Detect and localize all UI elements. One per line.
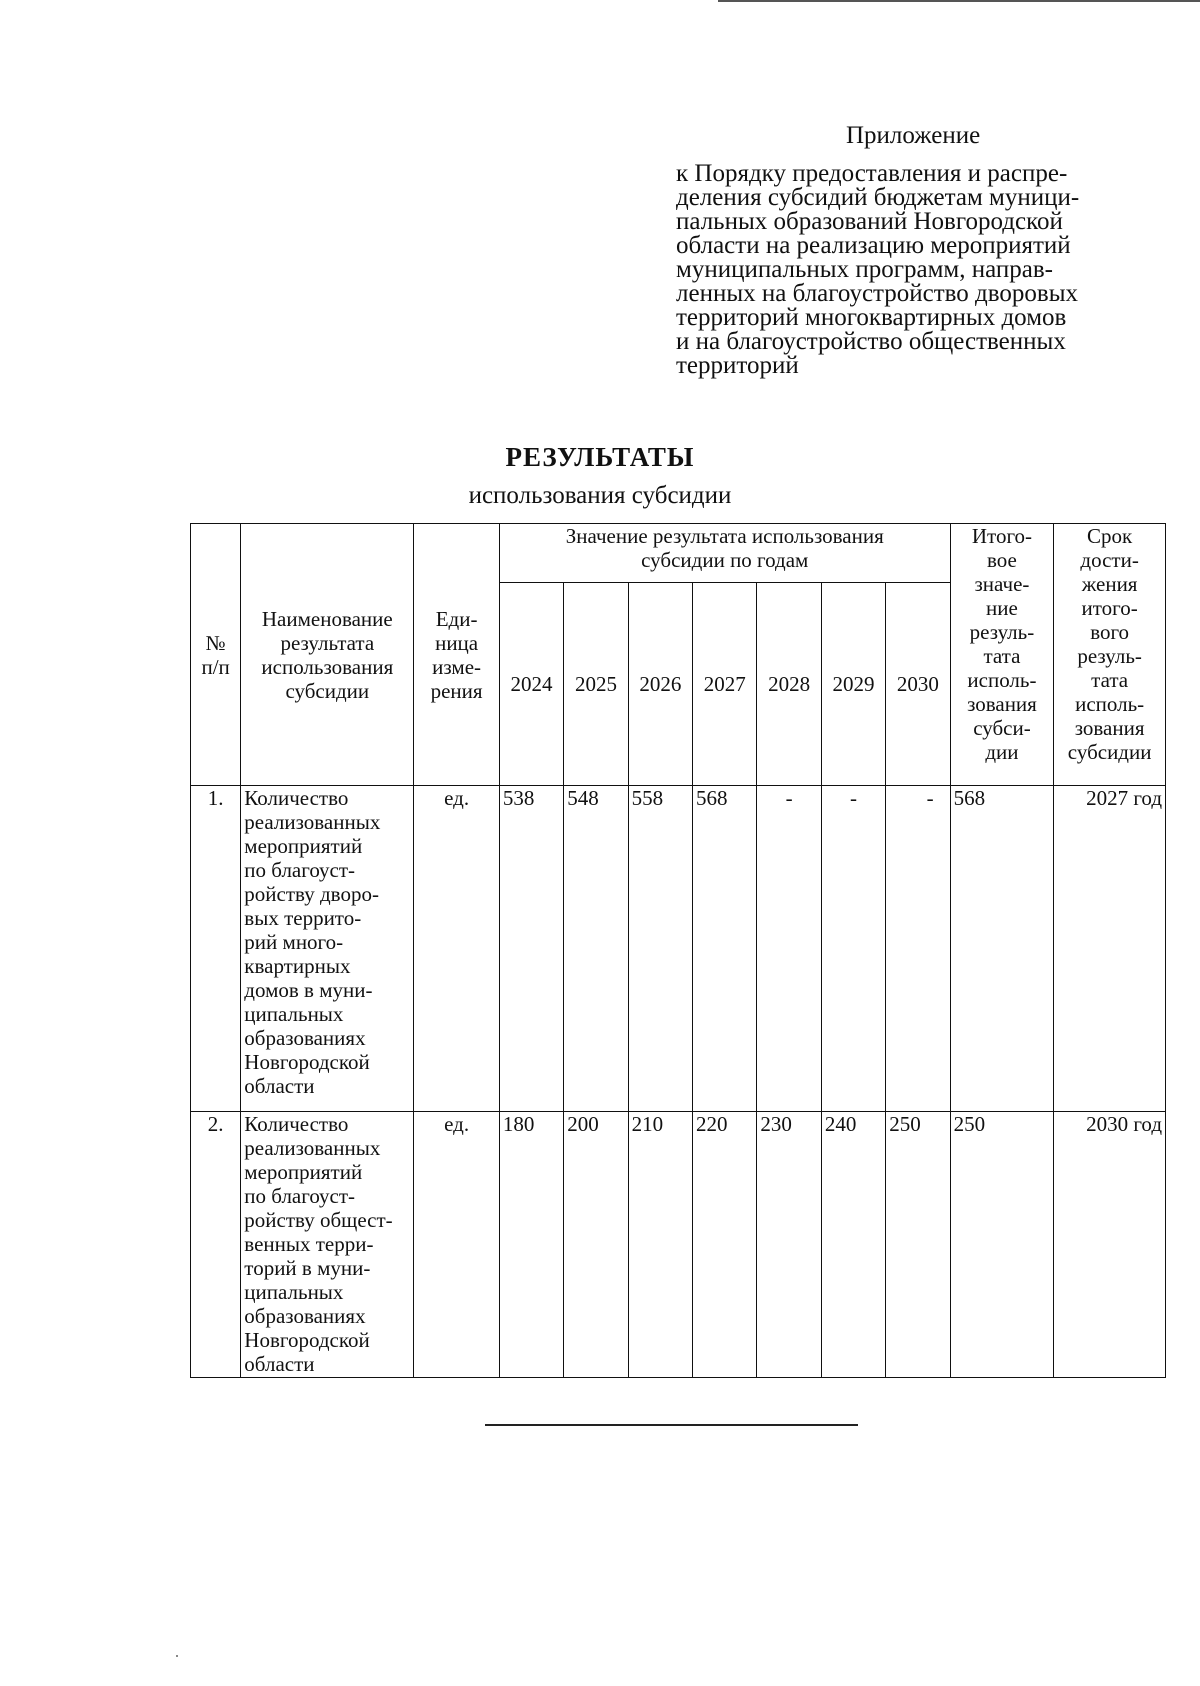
row-value: 568 <box>693 786 757 1112</box>
header-num: № п/п <box>191 524 241 786</box>
header-year: 2026 <box>628 583 692 786</box>
row-value: 538 <box>499 786 563 1112</box>
table-header-row <box>191 524 1166 583</box>
row-total: 568 <box>950 786 1054 1112</box>
row-value: 558 <box>628 786 692 1112</box>
header-year: 2028 <box>757 583 821 786</box>
appendix-title: Приложение <box>846 122 981 149</box>
header-year: 2029 <box>821 583 885 786</box>
row-value: 240 <box>821 1112 885 1378</box>
row-term: 2030 год <box>1054 1112 1166 1378</box>
row-total: 250 <box>950 1112 1054 1378</box>
scan-speck <box>176 1655 178 1657</box>
row-value: - <box>821 786 885 1112</box>
row-num: 1. <box>191 786 241 1112</box>
header-year: 2024 <box>499 583 563 786</box>
row-value: 200 <box>564 1112 628 1378</box>
row-term: 2027 год <box>1054 786 1166 1112</box>
row-num: 2. <box>191 1112 241 1378</box>
header-name: Наименование результата использования субсидии <box>241 524 414 786</box>
appendix-block <box>676 124 1146 378</box>
row-value: 250 <box>886 1112 950 1378</box>
row-value: 548 <box>564 786 628 1112</box>
row-unit: ед. <box>414 786 500 1112</box>
end-of-document-rule <box>485 1424 858 1426</box>
row-value: 180 <box>499 1112 563 1378</box>
document-subtitle: использования субсидии <box>468 482 732 509</box>
row-name: Количество реализованных мероприятий по благоуст- ройству дворо- вых террито- рий много- квартирных домов в муни- ципальных образованиях Новгородской области <box>241 786 414 1112</box>
header-year: 2025 <box>564 583 628 786</box>
top-edge-rule <box>718 0 1200 2</box>
appendix-text: к Порядку предоставления и распре- деления субсидий бюджетам муници- пальных образований Новгородской области на реализацию мероприятий муниципальных программ, направ- ленных на благоустройство дворовых территорий многоквартирных домов и на благоустройство общественных территорий <box>676 160 1080 379</box>
row-value: 210 <box>628 1112 692 1378</box>
row-value: - <box>757 786 821 1112</box>
row-name: Количество реализованных мероприятий по благоуст- ройству общест- венных терри- торий в муни- ципальных образованиях Новгородской области <box>241 1112 414 1378</box>
header-total: Итого- вое значе- ние резуль- тата исполь- зования субси- дии <box>950 524 1054 786</box>
row-value: 230 <box>757 1112 821 1378</box>
header-term: Срок дости- жения итого- вого резуль- тата исполь- зования субсидии <box>1054 524 1166 786</box>
row-unit: ед. <box>414 1112 500 1378</box>
table-row <box>191 1112 1166 1378</box>
header-year: 2030 <box>886 583 950 786</box>
header-year: 2027 <box>693 583 757 786</box>
header-values-group: Значение результата использования субсидии по годам <box>499 524 950 583</box>
header-unit: Еди- ница изме- рения <box>414 524 500 786</box>
document-title: РЕЗУЛЬТАТЫ <box>505 442 695 472</box>
results-table <box>190 523 1166 1378</box>
row-value: 220 <box>693 1112 757 1378</box>
table-row <box>191 786 1166 1112</box>
row-value: - <box>886 786 950 1112</box>
